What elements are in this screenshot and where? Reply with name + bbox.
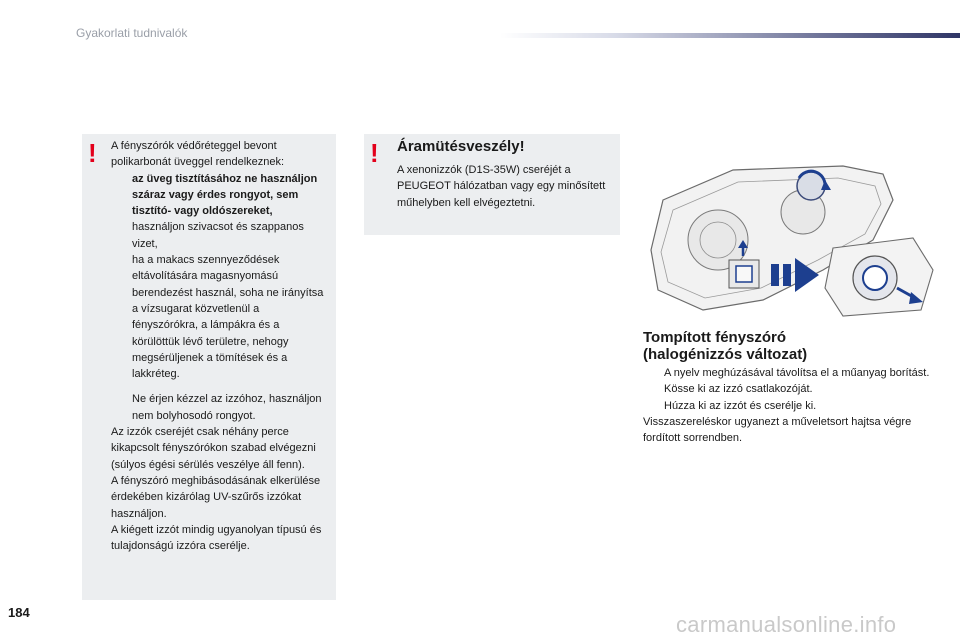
- section-heading: [643, 329, 943, 363]
- care-warning-panel: [82, 134, 336, 600]
- care-warning-text: [111, 138, 327, 554]
- list-item: [643, 381, 943, 397]
- instructions: [643, 365, 943, 446]
- watermark: carmanualsonline.info: [676, 612, 897, 637]
- list-item-text: ha a makacs szennyeződések eltávolítására magasnyomású berendezést használ, soha ne irányítsa a vízsugarat közvetlenül a fényszórókra, a lámpákra és a körülöttük lévő területre, nehogy megsérüljenek a tömítések és a lakkréteg.: [132, 254, 324, 381]
- list-item: [111, 219, 327, 252]
- list-item: [111, 391, 327, 424]
- closing-paragraph: Visszaszereléskor ugyanezt a műveletsort hajtsa végre fordított sorrendben.: [643, 415, 912, 445]
- list-item: [111, 171, 327, 220]
- care-intro: A fényszórók védőréteggel bevont polikarbonát üveggel rendelkeznek:: [111, 140, 285, 169]
- page-number: 184: [8, 605, 30, 620]
- warning-title: Áramütésveszély!: [397, 138, 525, 155]
- warning-exclamation-icon: !: [370, 138, 379, 168]
- warning-text: A xenonizzók (D1S-35W) cseréjét a PEUGEOT hálózatban vagy egy minősített műhelyben kell elvégeztetni.: [397, 164, 606, 209]
- care-paragraph: A fényszóró meghibásodásának elkerülése érdekében kizárólag UV-szűrős izzókat használjon.: [111, 474, 321, 520]
- list-item-text: Kösse ki az izzó csatlakozóját.: [664, 383, 813, 396]
- section-heading-line: Tompított fényszóró: [643, 329, 787, 346]
- headlamp-bulb-illustration: [643, 160, 941, 317]
- list-item-text: A nyelv meghúzásával távolítsa el a műanyag borítást.: [664, 367, 930, 379]
- list-item-text: Húzza ki az izzót és cserélje ki.: [664, 399, 817, 412]
- header-rule: [500, 33, 960, 38]
- list-item: [643, 398, 943, 414]
- electric-shock-warning-panel: [364, 134, 620, 235]
- list-item: [643, 365, 943, 381]
- list-item-text: Ne érjen kézzel az izzóhoz, használjon nem bolyhosodó rongyot.: [132, 393, 322, 422]
- section-title: Gyakorlati tudnivalók: [76, 26, 188, 40]
- list-item-text: az üveg tisztításához ne használjon száraz vagy érdes rongyot, sem tisztító- vagy oldószereket,: [132, 172, 318, 218]
- list-item: [111, 252, 327, 382]
- warning-exclamation-icon: !: [88, 138, 97, 168]
- section-heading-line: (halogénizzós változat): [643, 346, 808, 363]
- list-item-text: használjon szivacsot és szappanos vizet,: [132, 221, 304, 250]
- care-paragraph: Az izzók cseréjét csak néhány perce kikapcsolt fényszórókon szabad elvégezni (súlyos égési sérülés veszélye áll fenn).: [111, 426, 316, 471]
- care-paragraph: A kiégett izzót mindig ugyanolyan típusú és tulajdonságú izzóra cserélje.: [111, 523, 322, 553]
